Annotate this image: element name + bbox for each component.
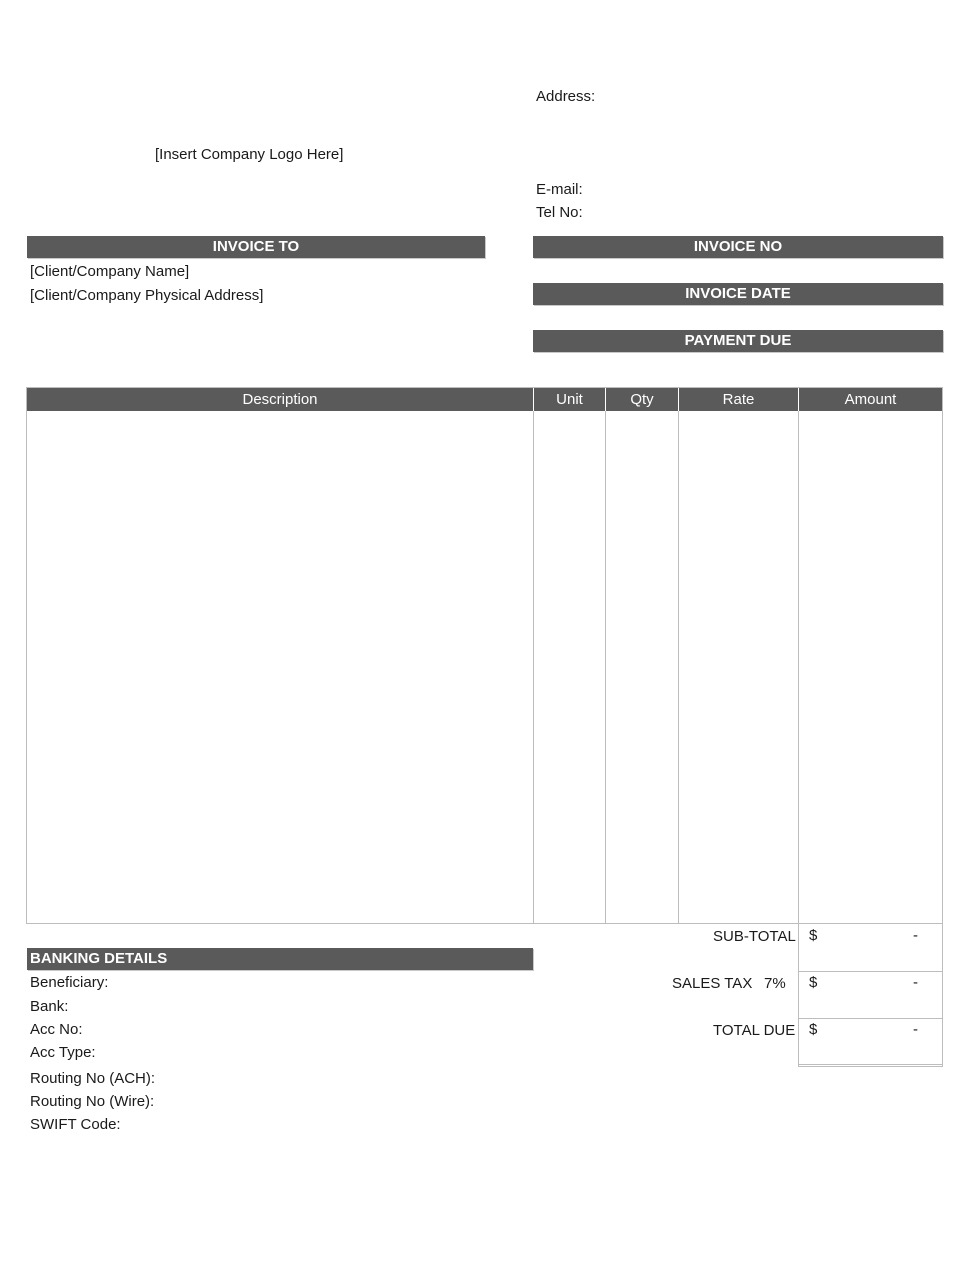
currency-symbol: $ (809, 927, 818, 944)
subtotal-value: - (913, 927, 918, 944)
beneficiary-label: Beneficiary: (30, 974, 109, 991)
invoice-to-header: INVOICE TO (27, 236, 485, 258)
sales-tax-label: SALES TAX (672, 975, 753, 992)
currency-symbol: $ (809, 974, 818, 991)
bank-label: Bank: (30, 998, 69, 1015)
company-logo-placeholder: [Insert Company Logo Here] (155, 146, 344, 163)
column-header-rate: Rate (722, 391, 755, 408)
address-label: Address: (536, 88, 596, 105)
total-due-row (799, 1018, 942, 1065)
subtotal-row (799, 924, 942, 972)
header-divider (798, 388, 799, 411)
total-double-underline (798, 1064, 943, 1067)
account-type-label: Acc Type: (30, 1044, 96, 1061)
items-table-header (27, 388, 942, 411)
items-table (26, 387, 943, 924)
sales-tax-row (799, 971, 942, 1019)
column-header-amount: Amount (844, 391, 897, 408)
subtotal-label: SUB-TOTAL (713, 928, 796, 945)
account-number-label: Acc No: (30, 1021, 83, 1038)
swift-code-label: SWIFT Code: (30, 1116, 121, 1133)
invoice-date-header: INVOICE DATE (533, 283, 943, 305)
total-due-label: TOTAL DUE (713, 1022, 796, 1039)
header-divider (678, 388, 679, 411)
total-due-value: - (913, 1021, 918, 1038)
routing-wire-label: Routing No (Wire): (30, 1093, 155, 1110)
column-header-qty: Qty (630, 391, 654, 408)
sales-tax-value: - (913, 974, 918, 991)
payment-due-header: PAYMENT DUE (533, 330, 943, 352)
currency-symbol: $ (809, 1021, 818, 1038)
banking-details-header: BANKING DETAILS (27, 948, 533, 970)
header-divider (533, 388, 534, 411)
tel-label: Tel No: (536, 204, 583, 221)
column-divider (798, 388, 799, 923)
column-header-unit: Unit (556, 391, 583, 408)
invoice-no-header: INVOICE NO (533, 236, 943, 258)
sales-tax-rate: 7% (764, 975, 786, 992)
email-label: E-mail: (536, 181, 583, 198)
column-divider (605, 388, 606, 923)
header-divider (605, 388, 606, 411)
client-name: [Client/Company Name] (30, 263, 190, 280)
client-address: [Client/Company Physical Address] (30, 287, 264, 304)
column-divider (533, 388, 534, 923)
column-header-description: Description (242, 391, 318, 408)
totals-box (798, 924, 943, 1067)
column-divider (678, 388, 679, 923)
routing-ach-label: Routing No (ACH): (30, 1070, 156, 1087)
